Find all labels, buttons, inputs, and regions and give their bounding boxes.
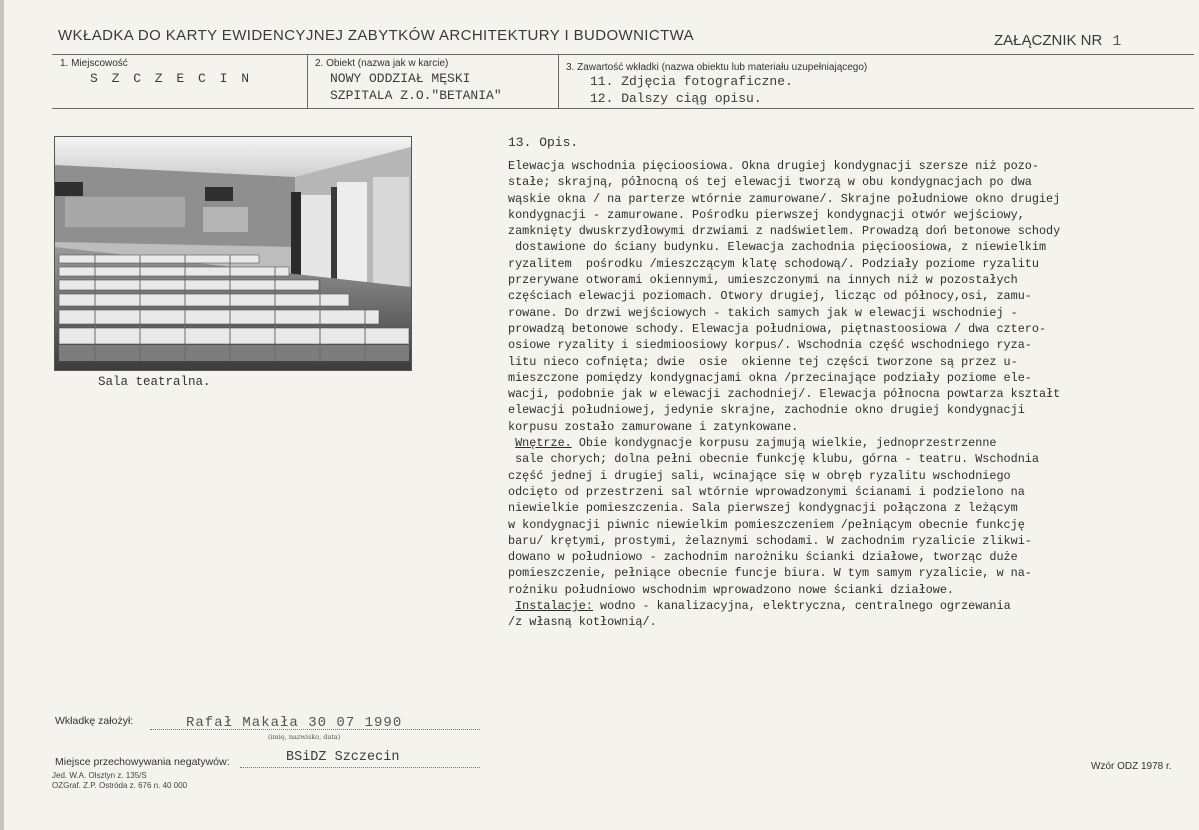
body-line	[508, 549, 1168, 565]
description-line: baru/ krętymi, prostymi, żelaznymi schodami. W zachodnim ryzalicie zlikwi-	[508, 533, 1032, 548]
theatre-hall-image	[55, 137, 411, 370]
object-value-line2: SZPITALA Z.O."BETANIA"	[330, 88, 502, 103]
locality-value: S Z C Z E C I N	[90, 71, 253, 86]
content-line1: 11. Zdjęcia fotograficzne.	[590, 74, 793, 89]
body-line	[508, 239, 1168, 255]
description-line: niewielkie pomieszczenia. Sala pierwszej kondygnacji połączona z leżącym	[508, 501, 1018, 516]
description-line: rowane. Do drzwi wejściowych - takich samych jak w elewacji wschodniej -	[508, 305, 1018, 320]
field-divider-2	[558, 54, 559, 108]
description-line: zamknięty dwuskrzydłowymi drzwiami z nadświetlem. Prowadzą doń betonowe schody	[508, 224, 1061, 239]
print-line-1: Jed. W.A. Olsztyn z. 135/S	[52, 771, 147, 780]
description-line: przerywane otworami okiennymi, umieszczonymi na innych niż w pozostałych	[508, 273, 1018, 288]
body-line	[508, 419, 1168, 435]
body-line	[508, 402, 1168, 418]
locality-label: 1. Miejscowość	[60, 58, 128, 69]
body-line	[508, 468, 1168, 484]
body-line	[508, 451, 1168, 467]
description-line: prowadzą betonowe schody. Elewacja południowa, piętnastoosiowa / dwa cztero-	[508, 321, 1047, 336]
description-body	[508, 158, 1168, 631]
description-line: elewacji południowej, jedynie skrajne, zachodnie okno drugiej kondygnacji	[508, 403, 1025, 418]
body-line	[508, 565, 1168, 581]
body-line	[508, 305, 1168, 321]
author-sub-note: (imię, nazwisko, data)	[268, 733, 341, 741]
body-line	[508, 517, 1168, 533]
body-line	[508, 435, 1168, 451]
storage-label: Miejsce przechowywania negatywów:	[55, 756, 230, 768]
body-line	[508, 272, 1168, 288]
author-value: Rafał Makała 30 07 1990	[186, 715, 403, 731]
content-line2: 12. Dalszy ciąg opisu.	[590, 91, 762, 106]
description-line: wodno - kanalizacyjna, elektryczna, centralnego ogrzewania	[592, 599, 1011, 614]
description-line: ryzalitem pośrodku /mieszczącym klatę schodową/. Podziały poziome ryzalitu	[508, 256, 1039, 271]
attachment-label-text: ZAŁĄCZNIK NR	[994, 32, 1103, 49]
object-value-line1: NOWY ODDZIAŁ MĘSKI	[330, 71, 471, 86]
installations-heading: Instalacje:	[515, 599, 593, 614]
body-line	[508, 288, 1168, 304]
field-divider-1	[307, 54, 308, 108]
card-edge	[0, 0, 4, 830]
body-line	[508, 256, 1168, 272]
object-label: 2. Obiekt (nazwa jak w karcie)	[315, 58, 449, 69]
description-line: /z własną kotłownią/.	[508, 615, 657, 630]
description-line: korpusu zostało zamurowane i zatynkowane.	[508, 419, 799, 434]
body-line	[508, 614, 1168, 630]
description-line: Elewacja wschodnia pięcioosiowa. Okna drugiej kondygnacji szersze niż pozo-	[508, 159, 1039, 173]
description-line: w kondygnacji piwnic niewielkim pomieszczeniem /pełniącym obecnie funkcję	[508, 517, 1025, 532]
attachment-number: 1	[1112, 33, 1122, 50]
body-line	[508, 484, 1168, 500]
description-line: wacji, podobnie jak w elewacji zachodniej/. Elewacja północna powtarza kształt	[508, 387, 1061, 402]
body-line	[508, 500, 1168, 516]
theatre-hall-photo	[54, 136, 412, 371]
body-line	[508, 321, 1168, 337]
body-line	[508, 370, 1168, 386]
header-rule-top	[52, 54, 1194, 55]
body-line	[508, 158, 1168, 174]
form-title: WKŁADKA DO KARTY EWIDENCYJNEJ ZABYTKÓW ARCHITEKTURY I BUDOWNICTWA	[58, 27, 695, 44]
description-line: dostawione do ściany budynku. Elewacja zachodnia pięcioosiowa, z niewielkim	[508, 240, 1047, 255]
interior-heading: Wnętrze.	[515, 436, 572, 451]
body-line	[508, 191, 1168, 207]
print-line-2: OZGraf. Z.P. Ostróda z. 676 n. 40 000	[52, 781, 188, 790]
form-model: Wzór ODZ 1978 r.	[1091, 761, 1172, 772]
description-line: rożniku południowo wschodnim wprowadzono nowe ścianki działowe.	[508, 582, 954, 597]
body-line	[508, 386, 1168, 402]
description-line: kondygnacji - zamurowane. Pośrodku pierwszej kondygnacji otwór wejściowy,	[508, 207, 1025, 222]
description-line: sale chorych; dolna pełni obecnie funkcję klubu, górna - teatru. Wschodnia	[508, 452, 1039, 467]
description-title: 13. Opis.	[508, 135, 579, 150]
attachment-label	[994, 32, 1121, 50]
description-line: odcięto od przestrzeni sal wtórnie wprowadzonymi ścianami i podzielono na	[508, 484, 1025, 499]
header-rule-bottom	[52, 108, 1194, 109]
body-line	[508, 598, 1168, 614]
body-line	[508, 582, 1168, 598]
content-label: 3. Zawartość wkładki (nazwa obiektu lub materiału uzupełniającego)	[566, 62, 868, 73]
body-line	[508, 533, 1168, 549]
description-line: pomieszczenie, pełniące obecnie funcje biura. W tym samym ryzalicie, w na-	[508, 566, 1032, 581]
description-line: litu nieco cofnięta; dwie osie okienne tej części tworzone są przez u-	[508, 354, 1018, 369]
description-line: stałe; skrajną, północną oś tej elewacji tworzą w obu kondygnacjach po dwa	[508, 175, 1032, 190]
body-line	[508, 207, 1168, 223]
description-line: część jednej i drugiej sali, wcinające się w obręb ryzalitu wschodniego	[508, 468, 1011, 483]
description-line: wąskie okna / na parterze wtórnie zamurowane/. Skrajne południowe okno drugiej	[508, 191, 1061, 206]
body-line	[508, 223, 1168, 239]
body-line	[508, 337, 1168, 353]
body-line	[508, 354, 1168, 370]
description-line: mieszczone pomiędzy kondygnacjami okna /przecinające podziały poziome ele-	[508, 370, 1032, 385]
print-info	[52, 771, 187, 791]
body-line	[508, 174, 1168, 190]
description-line: osiowe ryzality i siedmioosiowy korpus/. Wschodnia część wschodniego ryza-	[508, 338, 1032, 353]
description-line: Obie kondygnacje korpusu zajmują wielkie, jednoprzestrzenne	[571, 436, 997, 451]
storage-dotline	[240, 767, 480, 768]
description-line: częściach elewacji poziomach. Otwory drugiej, licząc od północy,osi, zamu-	[508, 289, 1032, 304]
photo-caption: Sala teatralna.	[98, 375, 211, 389]
storage-value: BSiDZ Szczecin	[286, 750, 400, 765]
author-label: Wkładkę założył:	[55, 715, 134, 727]
description-line: dowano w południowo - zachodnim narożniku ścianki działowe, tworząc duże	[508, 550, 1018, 565]
